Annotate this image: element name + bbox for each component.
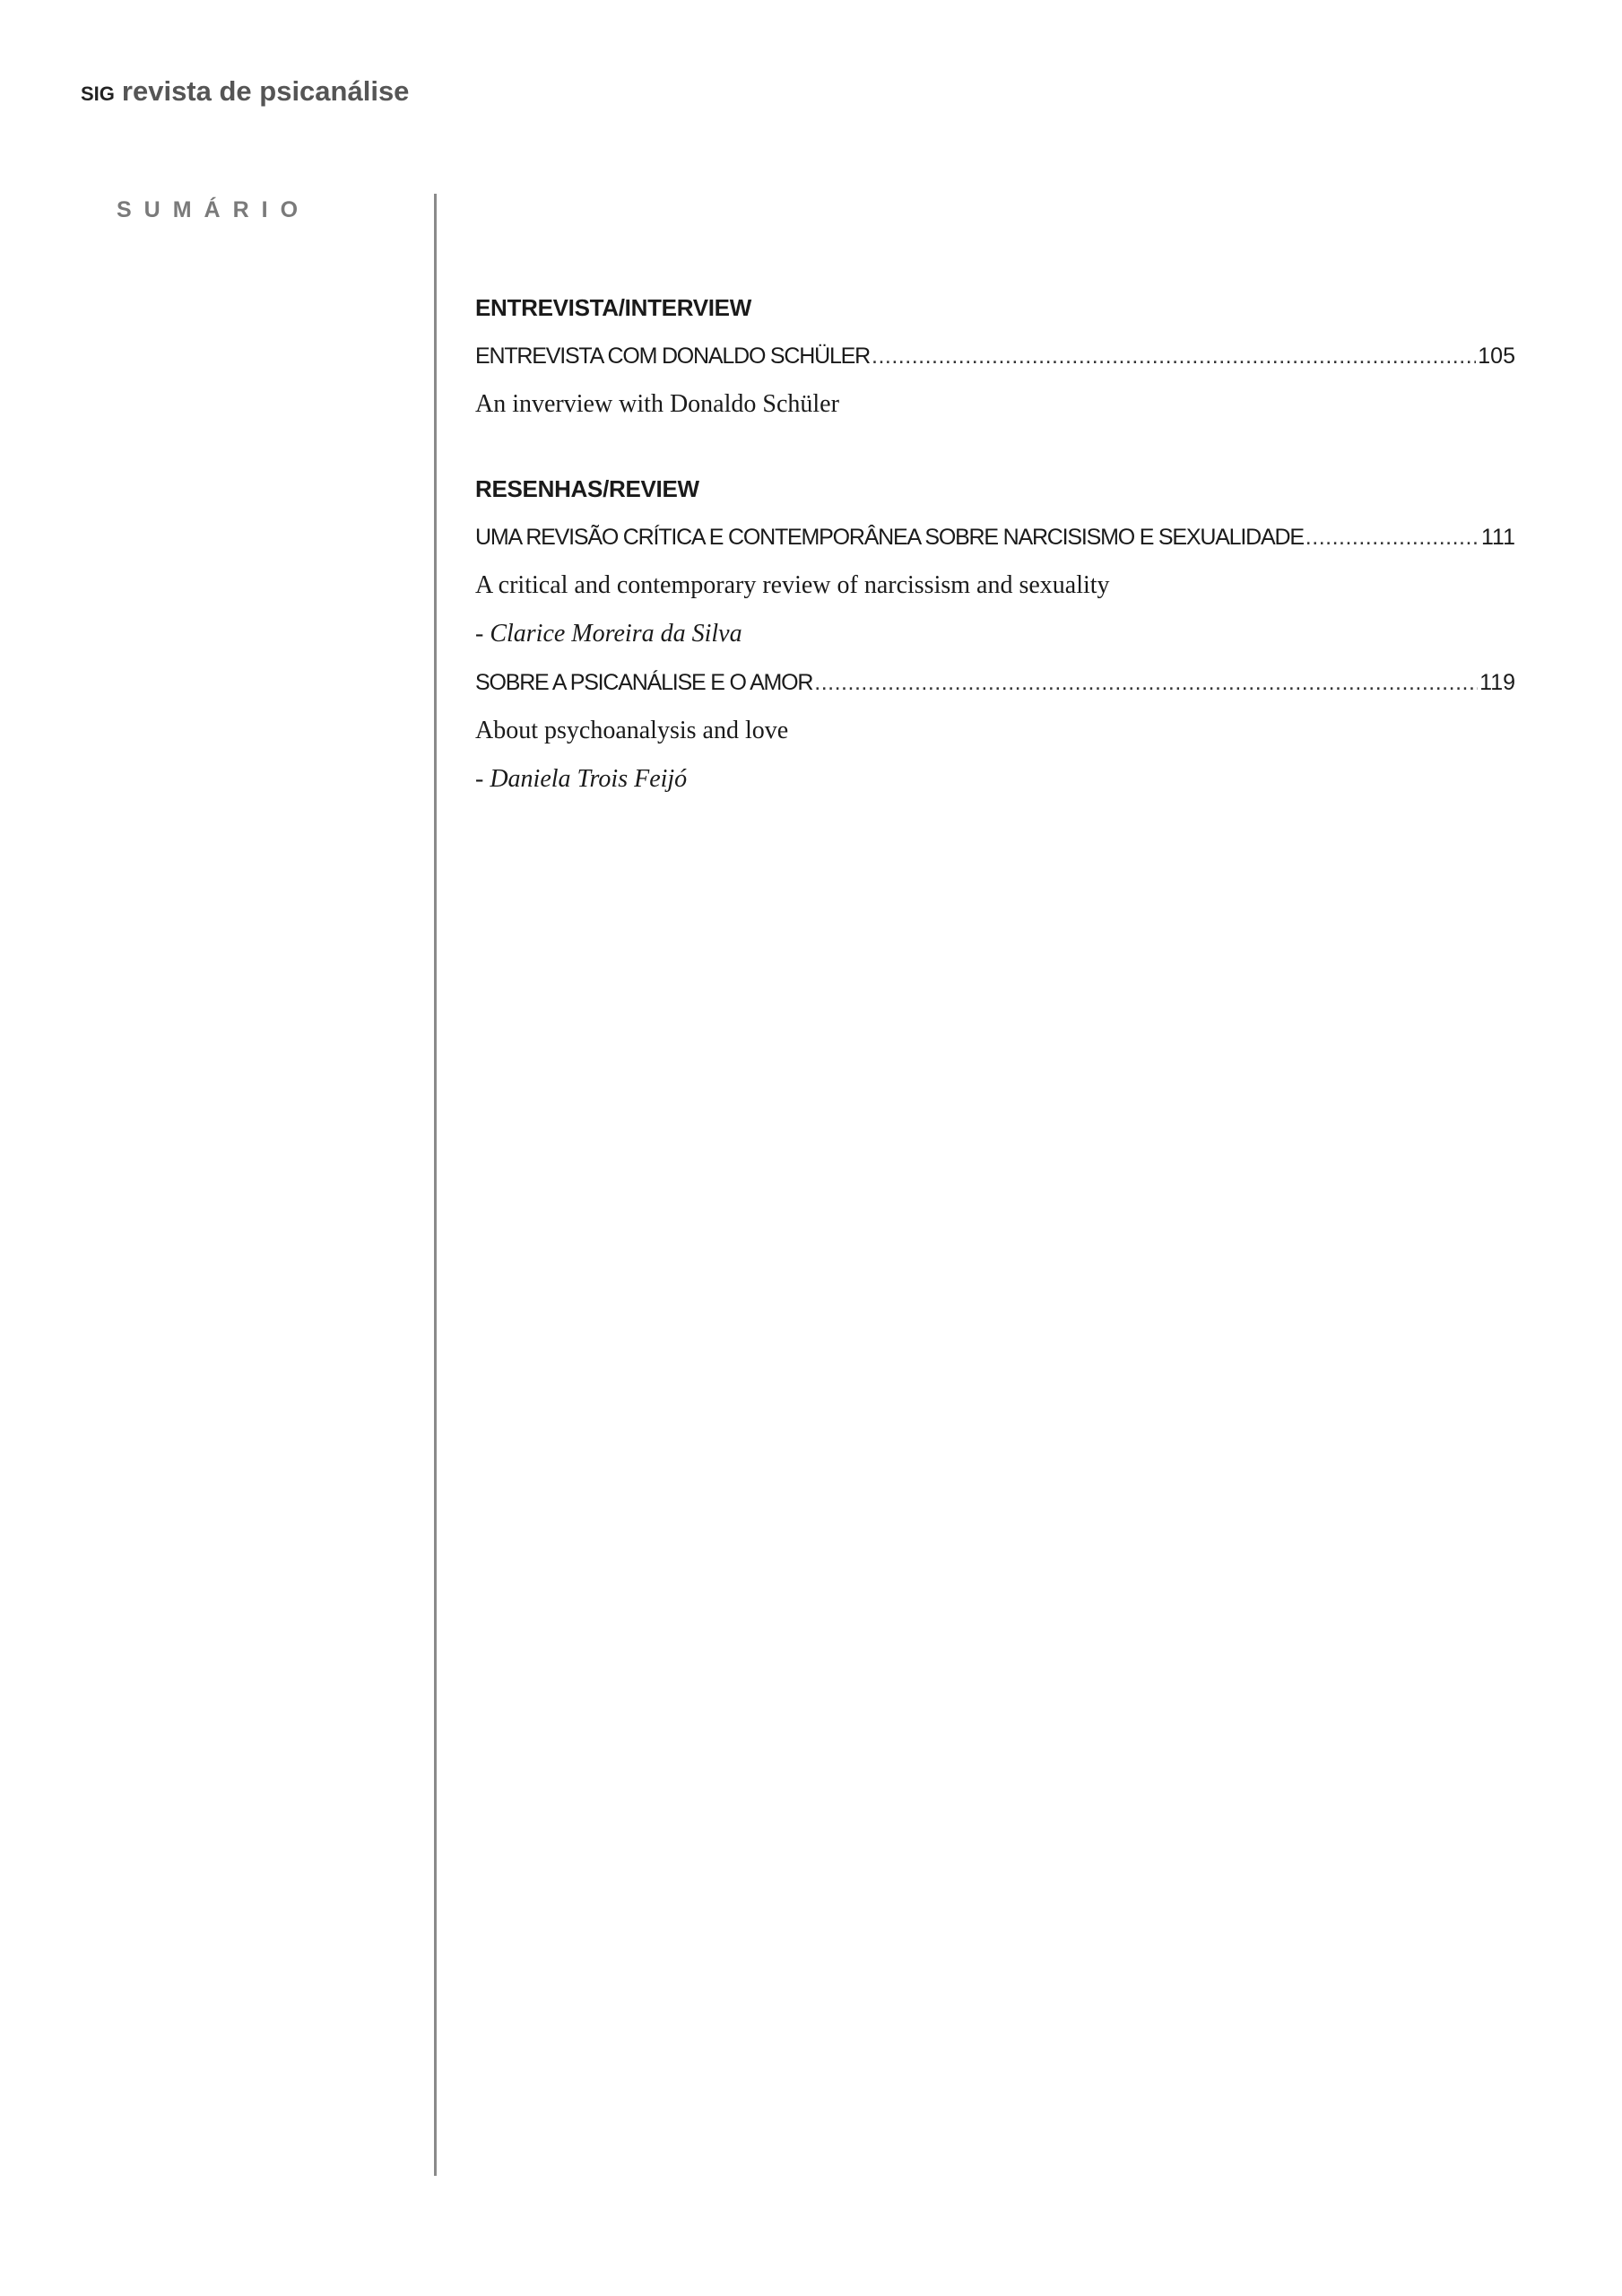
toc-entry-link[interactable] bbox=[475, 665, 1515, 700]
entry-title: UMA REVISÃO CRÍTICA E CONTEMPORÂNEA SOBRE NARCISISMO E SEXUALIDADE bbox=[475, 525, 1304, 550]
page-number: 119 bbox=[1479, 670, 1515, 695]
table-of-contents bbox=[475, 290, 1515, 846]
section-heading: ENTREVISTA/INTERVIEW bbox=[475, 294, 751, 321]
entry-author: - Daniela Trois Feijó bbox=[475, 765, 688, 793]
entry-subtitle: An inverview with Donaldo Schüler bbox=[475, 390, 839, 418]
page-number: 105 bbox=[1478, 344, 1515, 369]
entry-subtitle: About psychoanalysis and love bbox=[475, 717, 789, 744]
dot-leader bbox=[1305, 519, 1479, 555]
toc-entry bbox=[475, 519, 1515, 652]
toc-entry bbox=[475, 665, 1515, 797]
journal-abbreviation: SIG bbox=[81, 83, 115, 105]
entry-subtitle: A critical and contemporary review of narcissism and sexuality bbox=[475, 571, 1110, 599]
toc-entry-link[interactable] bbox=[475, 519, 1515, 555]
toc-entry bbox=[475, 338, 1515, 422]
contents-title: SUMÁRIO bbox=[117, 197, 311, 222]
entry-title: SOBRE A PSICANÁLISE E O AMOR bbox=[475, 670, 813, 695]
dot-leader bbox=[872, 338, 1476, 374]
entry-author: - Clarice Moreira da Silva bbox=[475, 620, 742, 648]
vertical-divider bbox=[434, 194, 437, 2176]
entry-title: ENTREVISTA COM DONALDO SCHÜLER bbox=[475, 344, 871, 369]
toc-section-review bbox=[475, 471, 1515, 797]
section-heading: RESENHAS/REVIEW bbox=[475, 475, 699, 502]
running-header bbox=[81, 75, 409, 108]
journal-title: revista de psicanálise bbox=[121, 75, 410, 107]
toc-section-interview bbox=[475, 290, 1515, 422]
dot-leader bbox=[814, 665, 1478, 700]
toc-entry-link[interactable] bbox=[475, 338, 1515, 374]
page-number: 111 bbox=[1480, 525, 1515, 550]
